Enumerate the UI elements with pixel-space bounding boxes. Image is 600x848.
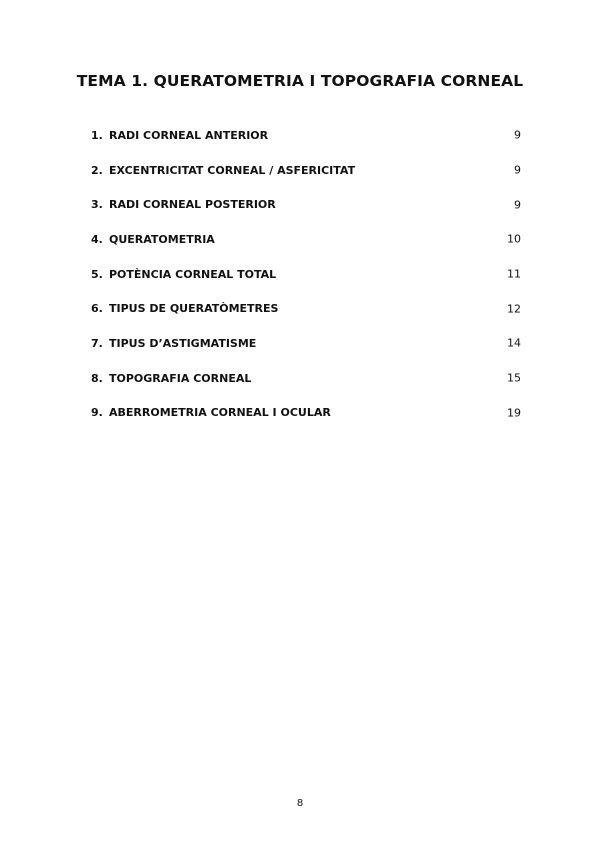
toc-entry-label: TIPUS DE QUERATÒMETRES [109,302,279,316]
toc-entry[interactable] [91,222,521,257]
toc-entry-page: 15 [507,371,521,385]
toc-entry-label: EXCENTRICITAT CORNEAL / ASFERICITAT [109,163,356,177]
toc-entry-number: 6. [91,302,103,316]
toc-entry-label: POTÈNCIA CORNEAL TOTAL [109,267,277,281]
toc-entry-page: 19 [507,406,521,420]
toc-entry-number: 1. [91,128,103,142]
toc-entry[interactable] [91,153,521,188]
toc-entry[interactable] [91,291,521,326]
toc-entry[interactable] [91,257,521,292]
toc-entry-label: QUERATOMETRIA [109,232,215,246]
toc-entry-page: 12 [507,302,521,316]
toc-entry-label: TIPUS D’ASTIGMATISME [109,336,257,350]
toc-entry-label: RADI CORNEAL POSTERIOR [109,198,276,212]
toc-entry-page: 9 [514,128,521,142]
toc-entry[interactable] [91,396,521,431]
toc-entry[interactable] [91,326,521,361]
toc-entry-number: 2. [91,163,103,177]
toc-entry-number: 4. [91,232,103,246]
toc-entry-number: 7. [91,336,103,350]
toc-entry[interactable] [91,118,521,153]
toc-entry-number: 8. [91,371,103,385]
toc-entry-number: 3. [91,198,103,212]
toc-entry-page: 9 [514,198,521,212]
toc-entry-label: RADI CORNEAL ANTERIOR [109,128,269,142]
toc-entry-label: TOPOGRAFIA CORNEAL [109,371,252,385]
toc-entry-page: 10 [507,232,521,246]
toc-entry-number: 9. [91,406,103,420]
toc-entry[interactable] [91,361,521,396]
toc-entry-page: 9 [514,163,521,177]
toc-entry-page: 14 [507,336,521,350]
toc-entry-page: 11 [507,267,521,281]
table-of-contents [91,118,521,430]
page-number: 8 [296,798,304,809]
toc-entry[interactable] [91,187,521,222]
toc-entry-number: 5. [91,267,103,281]
toc-entry-label: ABERROMETRIA CORNEAL I OCULAR [109,406,331,420]
page-title: TEMA 1. QUERATOMETRIA I TOPOGRAFIA CORNEAL [76,72,524,90]
